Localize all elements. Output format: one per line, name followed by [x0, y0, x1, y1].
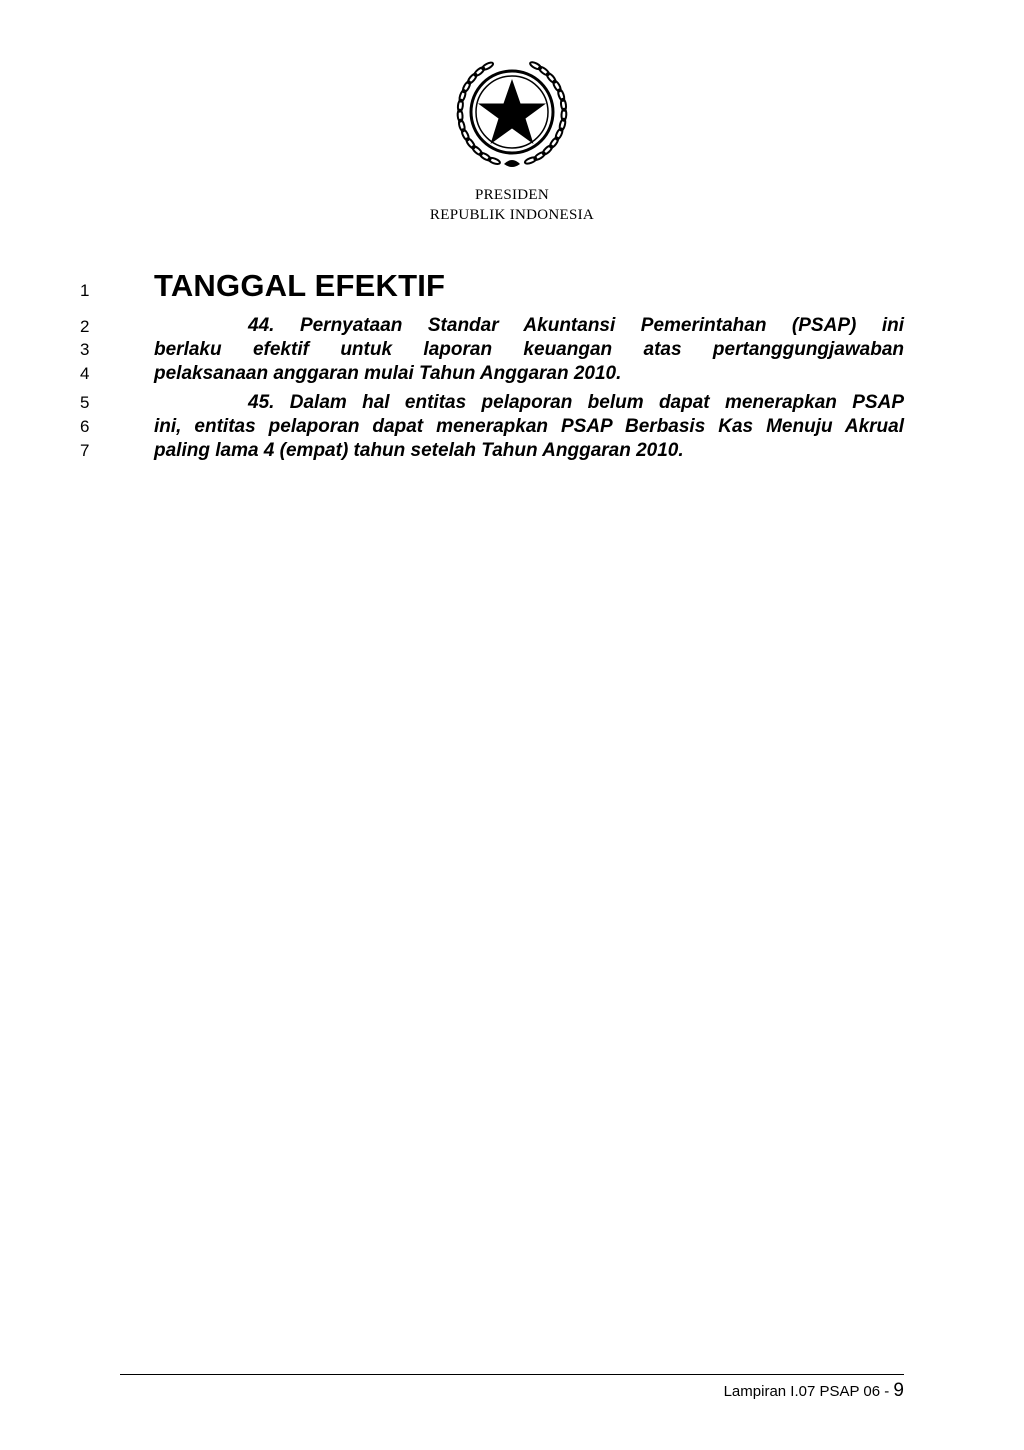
paragraph-44-line-3: pelaksanaan anggaran mulai Tahun Anggaran 2010.	[154, 363, 622, 384]
wreath-leaf-icon	[467, 72, 478, 84]
header-title: PRESIDEN	[474, 187, 550, 203]
paragraph-text: Dalam hal entitas pelaporan belum dapat menerapkan PSAP	[289, 392, 904, 413]
paragraph-44-line-1	[154, 315, 904, 337]
footer-divider	[120, 1374, 904, 1375]
page-number: 9	[893, 1380, 904, 1401]
wreath-leaf-icon	[481, 61, 494, 71]
wreath-leaf-icon	[524, 156, 537, 165]
paragraph-number: 45.	[248, 392, 275, 413]
paragraph-number: 44.	[248, 315, 275, 336]
footer-label: Lampiran I.07 PSAP 06 -	[723, 1383, 894, 1400]
wreath-leaf-icon	[541, 144, 553, 156]
paragraph-44-line-2: berlaku efektif untuk laporan keuangan atas pertanggungjawaban	[154, 339, 904, 360]
header-subtitle: REPUBLIK INDONESIA	[429, 207, 595, 223]
line-number: 4	[80, 364, 90, 383]
presidential-emblem-icon	[449, 52, 575, 178]
wreath-leaf-icon	[538, 65, 550, 76]
paragraph-45-line-1	[154, 392, 904, 414]
paragraph-text: Pernyataan Standar Akuntansi Pemerintahan (PSAP) ini	[299, 315, 904, 336]
wreath-leaf-icon	[549, 136, 560, 149]
section-heading: TANGGAL EFEKTIF	[154, 268, 446, 303]
line-number: 6	[80, 417, 90, 436]
wreath-leaf-icon	[479, 151, 492, 161]
line-number: 2	[80, 317, 90, 336]
wreath-leaf-icon	[545, 72, 556, 84]
line-number: 1	[80, 281, 90, 300]
line-number: 3	[80, 340, 90, 359]
wreath-leaf-icon	[471, 145, 483, 157]
wreath-leaf-icon	[473, 66, 485, 77]
page-footer	[724, 1380, 904, 1402]
paragraph-45-line-3: paling lama 4 (empat) tahun setelah Tahun Anggaran 2010.	[154, 440, 684, 461]
line-number: 5	[80, 393, 90, 412]
line-number: 7	[80, 441, 90, 460]
paragraph-45-line-2: ini, entitas pelaporan dapat menerapkan PSAP Berbasis Kas Menuju Akrual	[154, 416, 904, 437]
